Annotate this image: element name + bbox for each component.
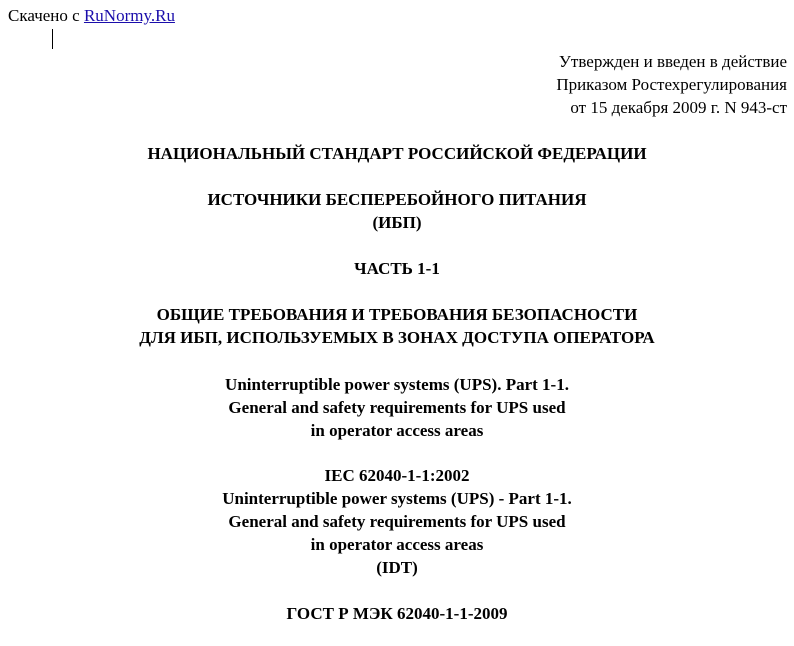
iec-title-line-1: Uninterruptible power systems (UPS) - Part 1-1. <box>222 489 572 508</box>
english-title-line-2: General and safety requirements for UPS used <box>228 398 566 417</box>
english-title-line-1: Uninterruptible power systems (UPS). Part 1-1. <box>225 375 569 394</box>
download-source-line <box>8 6 175 26</box>
standard-heading <box>0 142 794 165</box>
subject-title-line-1: ИСТОЧНИКИ БЕСПЕРЕБОЙНОГО ПИТАНИЯ <box>207 190 587 209</box>
approval-line-2: Приказом Ростехрегулирования <box>556 75 787 94</box>
approval-block <box>556 50 787 119</box>
part-heading-text: ЧАСТЬ 1-1 <box>354 259 440 278</box>
gost-code: ГОСТ Р МЭК 62040-1-1-2009 <box>286 604 508 623</box>
requirements-title-line-2: ДЛЯ ИБП, ИСПОЛЬЗУЕМЫХ В ЗОНАХ ДОСТУПА ОПЕРАТОРА <box>139 328 655 347</box>
iec-identity: (IDT) <box>376 558 418 577</box>
english-title-line-3: in operator access areas <box>310 421 484 440</box>
iec-title-line-2: General and safety requirements for UPS used <box>228 512 566 531</box>
runormy-site-link[interactable]: RuNormy.Ru <box>83 6 175 25</box>
download-prefix-text: Скачено с <box>8 6 80 25</box>
iec-code: IEC 62040-1-1:2002 <box>324 466 470 485</box>
approval-line-3: от 15 декабря 2009 г. N 943-ст <box>570 98 787 117</box>
gost-code-block <box>0 602 794 625</box>
approval-line-1: Утвержден и введен в действие <box>558 52 787 71</box>
iec-title-line-3: in operator access areas <box>310 535 484 554</box>
part-heading <box>0 257 794 280</box>
english-title <box>0 373 794 442</box>
standard-heading-text: НАЦИОНАЛЬНЫЙ СТАНДАРТ РОССИЙСКОЙ ФЕДЕРАЦИИ <box>147 144 647 163</box>
text-cursor <box>52 29 53 49</box>
requirements-title-line-1: ОБЩИЕ ТРЕБОВАНИЯ И ТРЕБОВАНИЯ БЕЗОПАСНОСТИ <box>156 305 638 324</box>
requirements-title <box>0 303 794 349</box>
subject-title-line-2: (ИБП) <box>372 213 422 232</box>
subject-title <box>0 188 794 234</box>
iec-block <box>0 464 794 579</box>
